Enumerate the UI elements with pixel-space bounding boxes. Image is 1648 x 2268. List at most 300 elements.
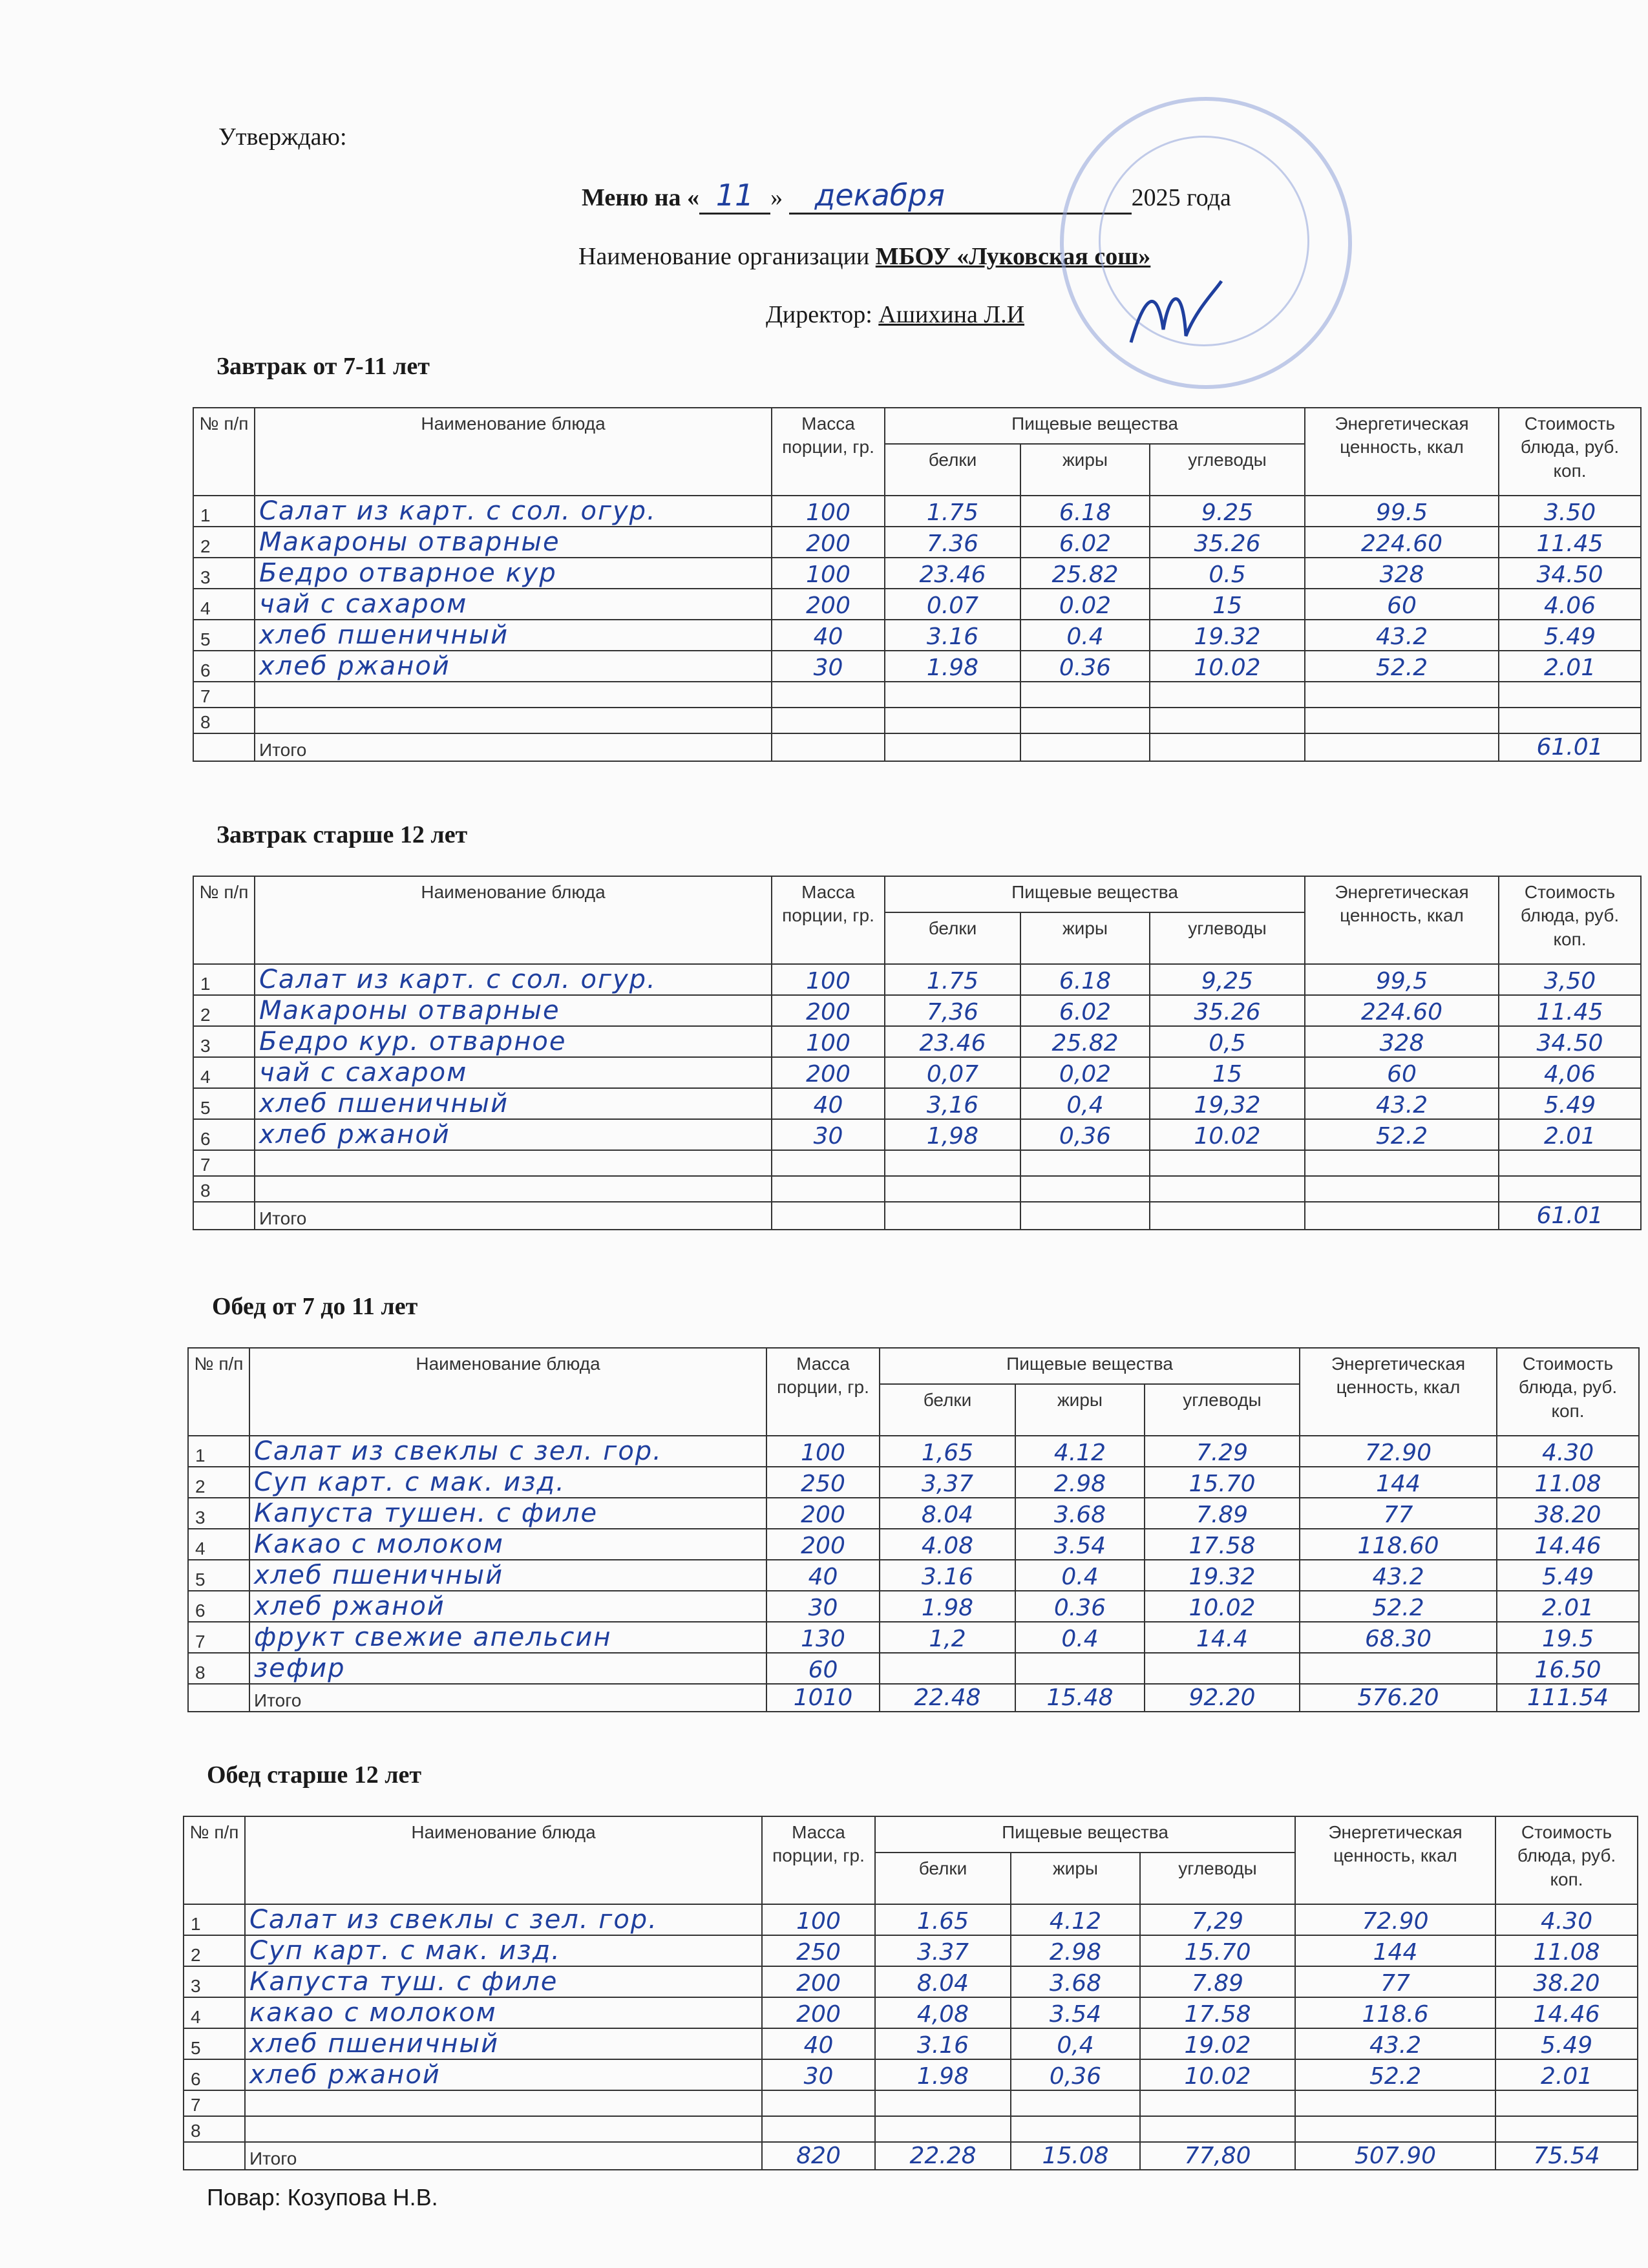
- dish-name: Салат из свеклы с зел. гор.: [249, 1436, 766, 1467]
- cell-e: 52.2: [1300, 1591, 1497, 1622]
- total-cost: 61.01: [1499, 733, 1641, 761]
- cell-f: 0,02: [1020, 1057, 1150, 1088]
- row-number: 1: [188, 1436, 249, 1467]
- total-row: [193, 733, 1641, 761]
- dish-name: Бедро отварное кур: [255, 558, 772, 589]
- cell-mass: 100: [772, 558, 885, 589]
- row-number: 6: [193, 651, 255, 682]
- table-row: [193, 558, 1641, 589]
- cell-c: 15.70: [1145, 1467, 1300, 1498]
- cell-mass: 200: [772, 527, 885, 558]
- table-row: [193, 589, 1641, 620]
- dish-name: фрукт свежие апельсин: [249, 1622, 766, 1653]
- cell-e: [1305, 682, 1499, 708]
- dish-name: Бедро кур. отварное: [255, 1026, 772, 1057]
- row-number: 3: [188, 1498, 249, 1529]
- cell-mass: 100: [772, 964, 885, 995]
- dish-name: [255, 1176, 772, 1202]
- total-c: 92.20: [1145, 1684, 1300, 1712]
- cell-c: 17.58: [1145, 1529, 1300, 1560]
- cell-p: 23.46: [885, 558, 1020, 589]
- dish-name: Макароны отварные: [255, 995, 772, 1026]
- row-number: 6: [188, 1591, 249, 1622]
- row-number: 6: [184, 2059, 245, 2090]
- cell-f: 2.98: [1015, 1467, 1145, 1498]
- total-cost: 61.01: [1499, 1202, 1641, 1230]
- total-f: [1020, 733, 1150, 761]
- table-row: [184, 1935, 1638, 1966]
- cell-p: 0.07: [885, 589, 1020, 620]
- cell-e: 118.6: [1295, 1997, 1495, 2028]
- section-title: Обед старше 12 лет: [207, 1761, 422, 1789]
- cell-cost: 34.50: [1499, 1026, 1641, 1057]
- col-energy: Энергетическая ценность, ккал: [1295, 1816, 1495, 1904]
- cell-mass: [772, 682, 885, 708]
- col-mass: Масса порции, гр.: [772, 408, 885, 496]
- cell-e: 77: [1300, 1498, 1497, 1529]
- table-row: [184, 2090, 1638, 2116]
- total-e: [1305, 733, 1499, 761]
- cell-p: 3.16: [885, 620, 1020, 651]
- cell-mass: 200: [766, 1529, 880, 1560]
- total-label: Итого: [255, 1202, 772, 1230]
- director-name: Ашихина Л.И: [878, 301, 1025, 328]
- table-row: [193, 1088, 1641, 1119]
- dish-name: хлеб ржаной: [255, 1119, 772, 1150]
- cell-mass: 130: [766, 1622, 880, 1653]
- row-number: 7: [184, 2090, 245, 2116]
- cell-cost: [1499, 708, 1641, 733]
- col-num: № п/п: [188, 1348, 249, 1436]
- dish-name: [255, 682, 772, 708]
- total-f: 15.48: [1015, 1684, 1145, 1712]
- row-number: 5: [193, 620, 255, 651]
- table-row: [188, 1436, 1639, 1467]
- dish-name: Суп карт. с мак. изд.: [249, 1467, 766, 1498]
- cell-c: 7.29: [1145, 1436, 1300, 1467]
- cell-p: 4.08: [880, 1529, 1015, 1560]
- cell-e: [1305, 1150, 1499, 1176]
- cell-cost: [1499, 1150, 1641, 1176]
- row-number: 2: [184, 1935, 245, 1966]
- col-carbs: углеводы: [1145, 1384, 1300, 1436]
- row-number: 2: [188, 1467, 249, 1498]
- cell-p: 8.04: [875, 1966, 1011, 1997]
- table-body: [193, 964, 1641, 1230]
- dish-name: Макароны отварные: [255, 527, 772, 558]
- cell-c: 0.5: [1150, 558, 1305, 589]
- dish-name: какао с молоком: [245, 1997, 762, 2028]
- dish-name: хлеб пшеничный: [249, 1560, 766, 1591]
- cell-c: 10.02: [1150, 651, 1305, 682]
- cell-c: 19.32: [1150, 620, 1305, 651]
- cell-f: 2.98: [1011, 1935, 1140, 1966]
- table-body: [193, 496, 1641, 761]
- cell-mass: 100: [762, 1904, 875, 1935]
- director-line: [766, 300, 1024, 329]
- col-mass: Масса порции, гр.: [772, 876, 885, 964]
- cell-e: 224.60: [1305, 995, 1499, 1026]
- cell-f: [1011, 2116, 1140, 2142]
- dish-name: чай с сахаром: [255, 1057, 772, 1088]
- cell-e: 60: [1305, 589, 1499, 620]
- cell-p: 23.46: [885, 1026, 1020, 1057]
- cell-p: 3,37: [880, 1467, 1015, 1498]
- section-title: Обед от 7 до 11 лет: [212, 1293, 418, 1320]
- dish-name: [255, 1150, 772, 1176]
- cell-cost: 5.49: [1499, 620, 1641, 651]
- cell-cost: 11.45: [1499, 995, 1641, 1026]
- cell-p: 3.37: [875, 1935, 1011, 1966]
- cell-f: 0.4: [1015, 1560, 1145, 1591]
- row-number: 4: [193, 589, 255, 620]
- total-c: 77,80: [1140, 2142, 1295, 2170]
- cell-c: 10.02: [1150, 1119, 1305, 1150]
- col-cost: Стоимость блюда, руб. коп.: [1499, 876, 1641, 964]
- cell-cost: 11.45: [1499, 527, 1641, 558]
- dish-name: Капуста тушен. с филе: [249, 1498, 766, 1529]
- cell-f: [1011, 2090, 1140, 2116]
- table-row: [193, 496, 1641, 527]
- cell-c: 7.89: [1145, 1498, 1300, 1529]
- cell-e: 43.2: [1305, 620, 1499, 651]
- table-body: [184, 1904, 1638, 2170]
- row-number: 5: [188, 1560, 249, 1591]
- cell-mass: 40: [766, 1560, 880, 1591]
- cell-cost: [1495, 2116, 1638, 2142]
- dish-name: Капуста туш. с филе: [245, 1966, 762, 1997]
- cell-cost: 2.01: [1499, 1119, 1641, 1150]
- cell-e: 52.2: [1295, 2059, 1495, 2090]
- cell-c: 17.58: [1140, 1997, 1295, 2028]
- cell-cost: [1499, 682, 1641, 708]
- cell-e: 43.2: [1295, 2028, 1495, 2059]
- row-number: 8: [193, 708, 255, 733]
- col-name: Наименование блюда: [255, 876, 772, 964]
- cell-mass: 200: [766, 1498, 880, 1529]
- dish-name: Салат из карт. с сол. огур.: [255, 964, 772, 995]
- cell-mass: 200: [772, 995, 885, 1026]
- total-p: [885, 1202, 1020, 1230]
- menu-table: [187, 1347, 1640, 1712]
- cell-mass: [762, 2116, 875, 2142]
- cell-mass: 30: [772, 1119, 885, 1150]
- col-nutrients: Пищевые вещества: [880, 1348, 1300, 1384]
- cell-p: 3,16: [885, 1088, 1020, 1119]
- cell-cost: 14.46: [1497, 1529, 1639, 1560]
- row-number: 8: [188, 1653, 249, 1684]
- row-number: 7: [193, 1150, 255, 1176]
- col-cost: Стоимость блюда, руб. коп.: [1497, 1348, 1639, 1436]
- cell-e: 72.90: [1300, 1436, 1497, 1467]
- row-number: 8: [193, 1176, 255, 1202]
- cell-mass: 100: [766, 1436, 880, 1467]
- row-number: 4: [193, 1057, 255, 1088]
- cell-mass: 250: [762, 1935, 875, 1966]
- cell-c: 15: [1150, 589, 1305, 620]
- cell-cost: 4.06: [1499, 589, 1641, 620]
- cell-c: 9.25: [1150, 496, 1305, 527]
- row-number: 6: [193, 1119, 255, 1150]
- cell-c: [1150, 708, 1305, 733]
- cell-f: 0.36: [1020, 651, 1150, 682]
- col-fat: жиры: [1015, 1384, 1145, 1436]
- cell-p: 3.16: [880, 1560, 1015, 1591]
- cell-c: 7.89: [1140, 1966, 1295, 1997]
- cell-e: 43.2: [1305, 1088, 1499, 1119]
- dish-name: [245, 2116, 762, 2142]
- row-number: 3: [193, 558, 255, 589]
- row-number: 2: [193, 995, 255, 1026]
- cell-c: 15: [1150, 1057, 1305, 1088]
- cell-e: 72.90: [1295, 1904, 1495, 1935]
- total-cost: 75.54: [1495, 2142, 1638, 2170]
- director-signature: [1125, 271, 1228, 355]
- cell-c: 19,32: [1150, 1088, 1305, 1119]
- cell-e: 52.2: [1305, 651, 1499, 682]
- menu-table: [183, 1816, 1638, 2170]
- cell-e: [1295, 2090, 1495, 2116]
- cell-p: 3.16: [875, 2028, 1011, 2059]
- cell-c: 10.02: [1140, 2059, 1295, 2090]
- table-row: [188, 1591, 1639, 1622]
- cell-e: 60: [1305, 1057, 1499, 1088]
- cell-f: [1015, 1653, 1145, 1684]
- col-energy: Энергетическая ценность, ккал: [1305, 408, 1499, 496]
- director-label: Директор:: [766, 301, 872, 328]
- cell-cost: 2.01: [1497, 1591, 1639, 1622]
- cell-cost: 5.49: [1495, 2028, 1638, 2059]
- row-number: 5: [184, 2028, 245, 2059]
- total-mass: 1010: [766, 1684, 880, 1712]
- table-row: [188, 1467, 1639, 1498]
- col-mass: Масса порции, гр.: [766, 1348, 880, 1436]
- cell-e: 224.60: [1305, 527, 1499, 558]
- table-row: [193, 964, 1641, 995]
- cell-f: 3.68: [1015, 1498, 1145, 1529]
- menu-prefix: Меню на «: [582, 184, 700, 211]
- total-c: [1150, 733, 1305, 761]
- dish-name: чай с сахаром: [255, 589, 772, 620]
- cell-e: [1295, 2116, 1495, 2142]
- table-row: [193, 620, 1641, 651]
- cell-p: 1,2: [880, 1622, 1015, 1653]
- cell-f: 6.02: [1020, 527, 1150, 558]
- total-p: 22.28: [875, 2142, 1011, 2170]
- table-row: [193, 708, 1641, 733]
- cell-mass: 60: [766, 1653, 880, 1684]
- row-number: 4: [184, 1997, 245, 2028]
- row-number: 8: [184, 2116, 245, 2142]
- table-row: [193, 995, 1641, 1026]
- cell-p: [875, 2116, 1011, 2142]
- cell-c: [1150, 1150, 1305, 1176]
- cell-p: 1.98: [875, 2059, 1011, 2090]
- cell-p: 1.65: [875, 1904, 1011, 1935]
- cell-mass: 200: [762, 1997, 875, 2028]
- col-mass: Масса порции, гр.: [762, 1816, 875, 1904]
- total-number-cell: [188, 1684, 249, 1712]
- table-row: [184, 1904, 1638, 1935]
- cell-cost: 38.20: [1497, 1498, 1639, 1529]
- table-body: [188, 1436, 1639, 1712]
- dish-name: Какао с молоком: [249, 1529, 766, 1560]
- row-number: 1: [193, 496, 255, 527]
- cell-c: 7,29: [1140, 1904, 1295, 1935]
- cell-cost: 34.50: [1499, 558, 1641, 589]
- col-num: № п/п: [184, 1816, 245, 1904]
- table-row: [184, 2028, 1638, 2059]
- col-fat: жиры: [1020, 444, 1150, 496]
- col-protein: белки: [885, 444, 1020, 496]
- cell-mass: [762, 2090, 875, 2116]
- cell-p: 1.98: [880, 1591, 1015, 1622]
- col-num: № п/п: [193, 408, 255, 496]
- cell-c: 9,25: [1150, 964, 1305, 995]
- cell-p: 0,07: [885, 1057, 1020, 1088]
- total-f: 15.08: [1011, 2142, 1140, 2170]
- cell-f: 0.02: [1020, 589, 1150, 620]
- cell-cost: 4.30: [1495, 1904, 1638, 1935]
- cell-e: 118.60: [1300, 1529, 1497, 1560]
- table-row: [188, 1498, 1639, 1529]
- cell-mass: [772, 708, 885, 733]
- col-carbs: углеводы: [1140, 1853, 1295, 1904]
- cell-f: [1020, 682, 1150, 708]
- cell-mass: 40: [772, 620, 885, 651]
- cell-p: [885, 1150, 1020, 1176]
- col-fat: жиры: [1020, 912, 1150, 964]
- dish-name: хлеб пшеничный: [255, 1088, 772, 1119]
- col-fat: жиры: [1011, 1853, 1140, 1904]
- row-number: 3: [184, 1966, 245, 1997]
- table-row: [193, 527, 1641, 558]
- cell-mass: 30: [766, 1591, 880, 1622]
- cell-f: 0,4: [1020, 1088, 1150, 1119]
- table-row: [188, 1529, 1639, 1560]
- cell-p: 1.98: [885, 651, 1020, 682]
- cell-f: [1020, 1150, 1150, 1176]
- cell-e: [1300, 1653, 1497, 1684]
- row-number: 1: [193, 964, 255, 995]
- cell-f: 0.4: [1020, 620, 1150, 651]
- table-row: [193, 651, 1641, 682]
- org-label: Наименование организации: [578, 243, 870, 270]
- total-row: [184, 2142, 1638, 2170]
- cell-f: 3.54: [1011, 1997, 1140, 2028]
- cell-f: 25.82: [1020, 558, 1150, 589]
- row-number: 7: [188, 1622, 249, 1653]
- cell-mass: 200: [772, 1057, 885, 1088]
- cell-f: 3.68: [1011, 1966, 1140, 1997]
- cell-f: 0,36: [1011, 2059, 1140, 2090]
- cell-cost: 4,06: [1499, 1057, 1641, 1088]
- cell-f: 3.54: [1015, 1529, 1145, 1560]
- cell-mass: 200: [772, 589, 885, 620]
- cell-mass: 100: [772, 496, 885, 527]
- year-label: 2025 года: [1131, 184, 1231, 211]
- col-cost: Стоимость блюда, руб. коп.: [1499, 408, 1641, 496]
- cell-mass: 40: [772, 1088, 885, 1119]
- dish-name: хлеб пшеничный: [245, 2028, 762, 2059]
- table-row: [193, 1057, 1641, 1088]
- day-field: [699, 178, 770, 215]
- total-label: Итого: [249, 1684, 766, 1712]
- cell-c: 19.32: [1145, 1560, 1300, 1591]
- cell-e: 77: [1295, 1966, 1495, 1997]
- cell-cost: 2.01: [1495, 2059, 1638, 2090]
- col-energy: Энергетическая ценность, ккал: [1305, 876, 1499, 964]
- cell-cost: 16.50: [1497, 1653, 1639, 1684]
- cell-f: 25.82: [1020, 1026, 1150, 1057]
- table-row: [188, 1622, 1639, 1653]
- total-label: Итого: [245, 2142, 762, 2170]
- total-number-cell: [184, 2142, 245, 2170]
- cell-e: 99,5: [1305, 964, 1499, 995]
- cell-c: [1150, 1176, 1305, 1202]
- cell-mass: [772, 1150, 885, 1176]
- cell-cost: 3.50: [1499, 496, 1641, 527]
- cell-p: [875, 2090, 1011, 2116]
- row-number: 2: [193, 527, 255, 558]
- dish-name: Суп карт. с мак. изд.: [245, 1935, 762, 1966]
- cell-cost: 2.01: [1499, 651, 1641, 682]
- cell-p: 1,65: [880, 1436, 1015, 1467]
- cell-e: 52.2: [1305, 1119, 1499, 1150]
- total-mass: 820: [762, 2142, 875, 2170]
- cell-e: 43.2: [1300, 1560, 1497, 1591]
- section-title: Завтрак старше 12 лет: [217, 821, 468, 848]
- cell-f: 4.12: [1015, 1436, 1145, 1467]
- cell-c: 14.4: [1145, 1622, 1300, 1653]
- cell-c: [1150, 682, 1305, 708]
- cell-cost: 14.46: [1495, 1997, 1638, 2028]
- cell-e: [1305, 1176, 1499, 1202]
- col-carbs: углеводы: [1150, 912, 1305, 964]
- month-value: декабря: [814, 178, 945, 213]
- cell-cost: 3,50: [1499, 964, 1641, 995]
- cell-cost: 11.08: [1495, 1935, 1638, 1966]
- cell-mass: 200: [762, 1966, 875, 1997]
- cell-mass: 250: [766, 1467, 880, 1498]
- cell-f: 6.18: [1020, 964, 1150, 995]
- col-nutrients: Пищевые вещества: [885, 408, 1305, 444]
- row-number: 5: [193, 1088, 255, 1119]
- cell-f: 0.4: [1015, 1622, 1145, 1653]
- cell-cost: 11.08: [1497, 1467, 1639, 1498]
- org-name: МБОУ «Луковская сош»: [875, 243, 1151, 270]
- cell-f: [1020, 708, 1150, 733]
- total-row: [188, 1684, 1639, 1712]
- cell-p: 7,36: [885, 995, 1020, 1026]
- cell-cost: 38.20: [1495, 1966, 1638, 1997]
- row-number: 3: [193, 1026, 255, 1057]
- cell-c: 35.26: [1150, 527, 1305, 558]
- day-value: 11: [715, 178, 754, 213]
- total-e: [1305, 1202, 1499, 1230]
- dish-name: хлеб ржаной: [255, 651, 772, 682]
- dish-name: [255, 708, 772, 733]
- total-p: [885, 733, 1020, 761]
- cell-c: [1145, 1653, 1300, 1684]
- total-number-cell: [193, 733, 255, 761]
- total-mass: [772, 733, 885, 761]
- cell-c: 15.70: [1140, 1935, 1295, 1966]
- cell-e: 99.5: [1305, 496, 1499, 527]
- col-name: Наименование блюда: [245, 1816, 762, 1904]
- dish-name: хлеб пшеничный: [255, 620, 772, 651]
- cell-mass: 40: [762, 2028, 875, 2059]
